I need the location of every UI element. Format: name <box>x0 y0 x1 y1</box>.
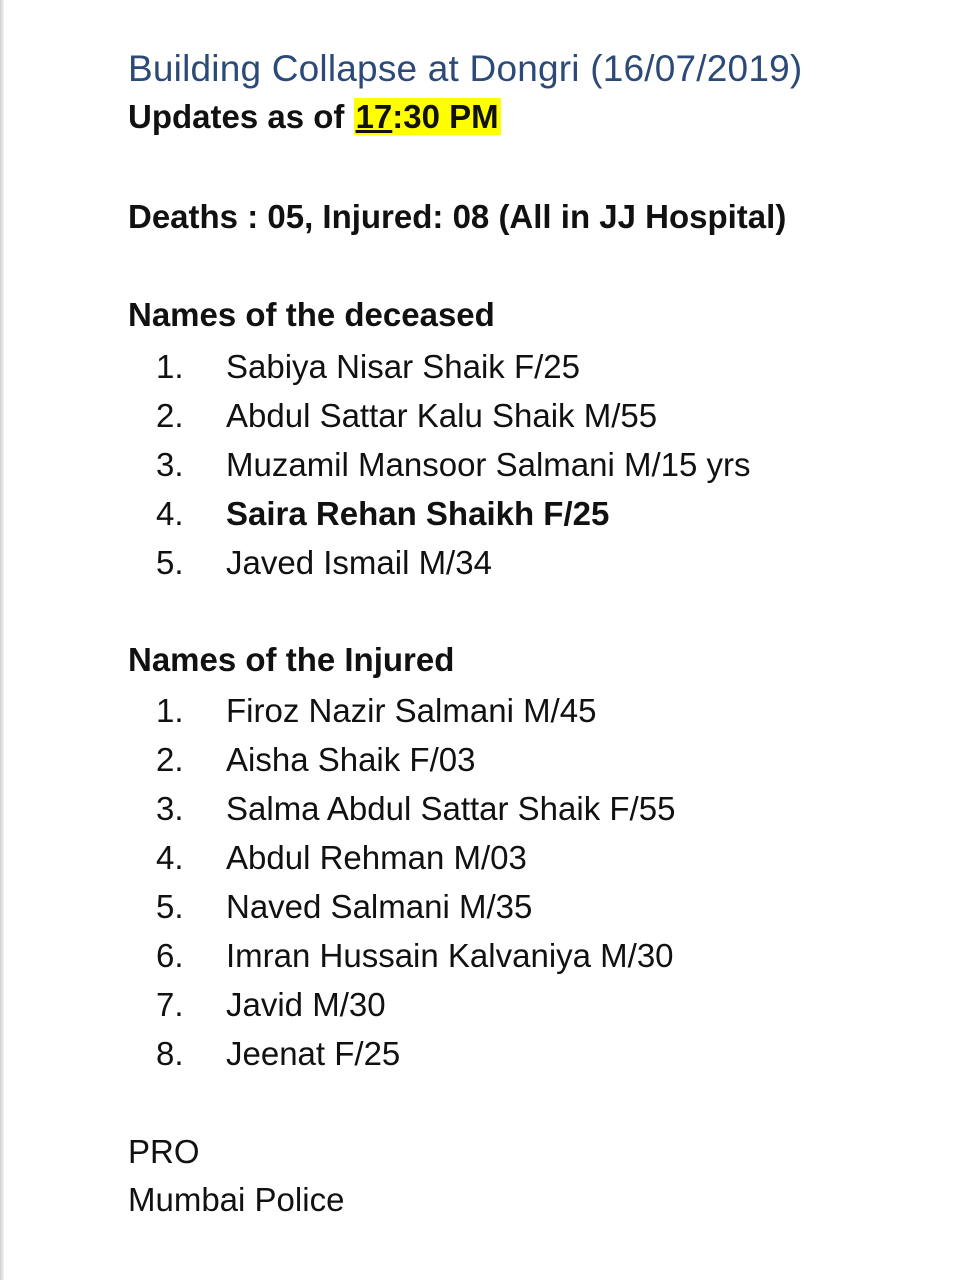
time-rest: :30 PM <box>392 98 499 135</box>
signature-organization: Mumbai Police <box>128 1181 345 1218</box>
list-text: Jeenat F/25 <box>226 1035 401 1072</box>
update-time-line <box>128 98 501 136</box>
injured-heading: Names of the Injured <box>128 641 455 678</box>
list-text: Abdul Rehman M/03 <box>226 839 527 876</box>
list-number: 1. <box>156 692 184 729</box>
time-hour: 17 <box>355 98 393 135</box>
page-edge <box>0 0 4 1280</box>
list-text: Aisha Shaik F/03 <box>226 741 476 778</box>
list-text: Javed Ismail M/34 <box>226 544 492 581</box>
list-number: 4. <box>156 839 184 876</box>
list-text: Imran Hussain Kalvaniya M/30 <box>226 937 674 974</box>
list-number: 8. <box>156 1035 184 1072</box>
list-number: 5. <box>156 544 184 581</box>
update-prefix: Updates as of <box>128 98 354 135</box>
document-title: Building Collapse at Dongri (16/07/2019) <box>128 48 803 89</box>
list-text: Sabiya Nisar Shaik F/25 <box>226 348 580 385</box>
list-number: 7. <box>156 986 184 1023</box>
list-number: 4. <box>156 495 184 532</box>
list-number: 1. <box>156 348 184 385</box>
signature-title: PRO <box>128 1133 200 1170</box>
list-number: 2. <box>156 397 184 434</box>
list-text: Muzamil Mansoor Salmani M/15 yrs <box>226 446 751 483</box>
list-text: Javid M/30 <box>226 986 386 1023</box>
list-text: Saira Rehan Shaikh F/25 <box>226 495 610 532</box>
deceased-heading: Names of the deceased <box>128 296 495 333</box>
casualty-summary: Deaths : 05, Injured: 08 (All in JJ Hospital) <box>128 198 787 235</box>
highlighted-time <box>354 98 501 135</box>
list-number: 2. <box>156 741 184 778</box>
list-number: 5. <box>156 888 184 925</box>
list-number: 3. <box>156 446 184 483</box>
list-number: 3. <box>156 790 184 827</box>
list-text: Firoz Nazir Salmani M/45 <box>226 692 597 729</box>
list-text: Naved Salmani M/35 <box>226 888 533 925</box>
list-text: Abdul Sattar Kalu Shaik M/55 <box>226 397 658 434</box>
list-number: 6. <box>156 937 184 974</box>
list-text: Salma Abdul Sattar Shaik F/55 <box>226 790 676 827</box>
